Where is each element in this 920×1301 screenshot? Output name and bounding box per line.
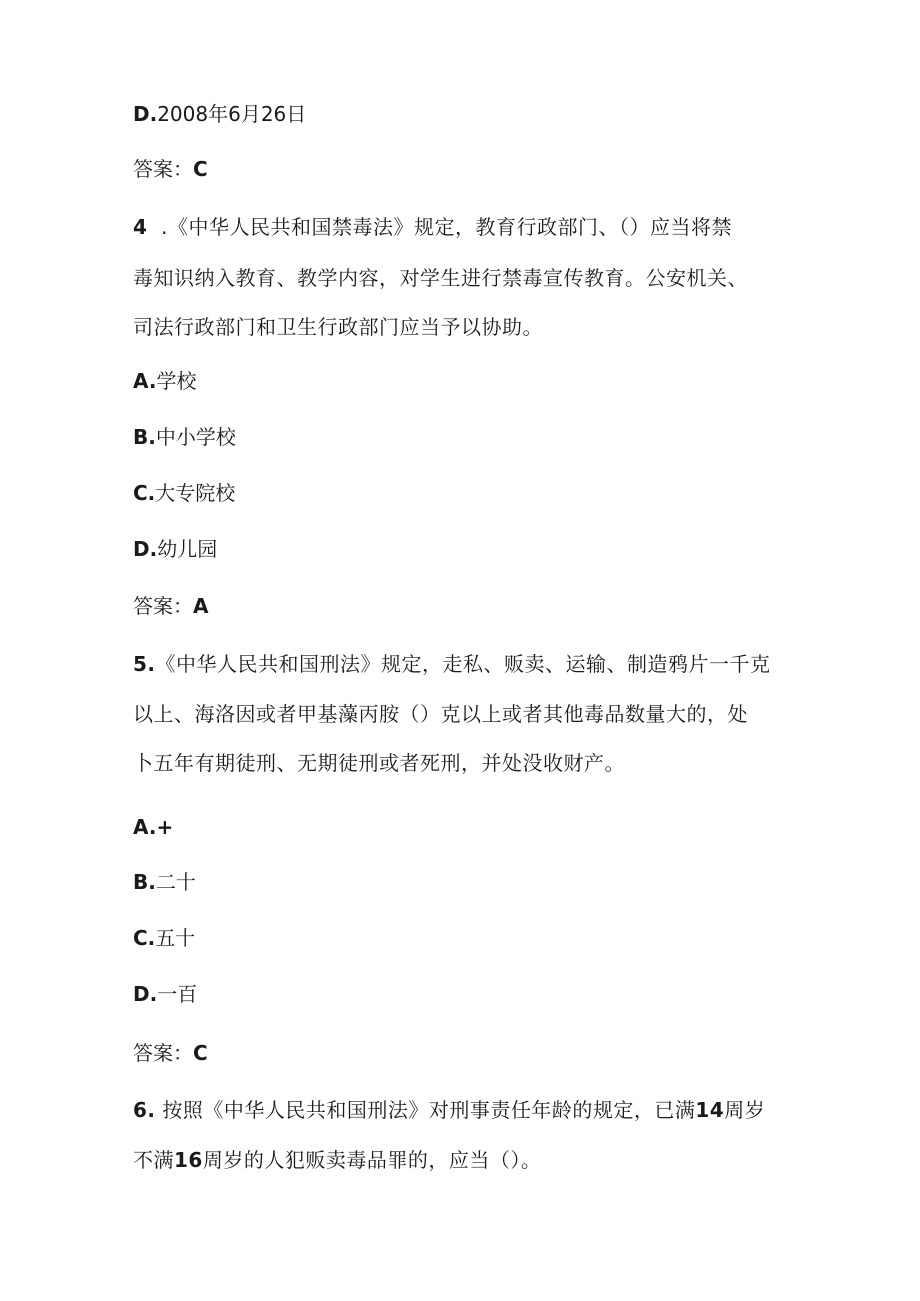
- question-text-suffix: 周岁: [724, 1098, 766, 1122]
- option-text: 学校: [156, 369, 197, 393]
- option-label: C.: [133, 481, 156, 505]
- question-5-option-b: [133, 868, 196, 896]
- question-4-option-c: [133, 479, 235, 507]
- answer-prefix: 答案：: [133, 594, 193, 618]
- question-text-end: 周岁的人犯贩卖毒品罪的，应当（）。: [202, 1148, 542, 1172]
- option-text: 二十: [155, 870, 196, 894]
- answer-value: C: [193, 1041, 208, 1065]
- question-4-option-b: [133, 423, 236, 451]
- question-4-line-3: 司法行政部门和卫生行政部门应当予以协助。: [133, 315, 543, 339]
- option-text: 大专院校: [155, 481, 236, 505]
- option-text: 2008年6月26日: [157, 102, 307, 126]
- question-number: 6.: [133, 1098, 156, 1122]
- question-text: 《中华人民共和国刑法》规定，走私、贩卖、运输、制造鸦片一千克: [155, 652, 771, 676]
- question-6-line-2: [133, 1146, 541, 1174]
- age-16: 16: [174, 1148, 203, 1172]
- question-text: 不满: [133, 1148, 174, 1172]
- question-4-option-d: [133, 535, 217, 563]
- question-4-option-a: [133, 367, 196, 395]
- answer: [133, 155, 208, 183]
- option-text: 一百: [157, 982, 198, 1006]
- question-5-option-c: [133, 924, 195, 952]
- option-text: +: [156, 815, 174, 839]
- answer-value: A: [193, 594, 209, 618]
- question-number: 4: [133, 215, 148, 239]
- answer-prefix: 答案：: [133, 157, 193, 181]
- option-text: 中小学校: [155, 425, 236, 449]
- question-5-option-a: [133, 813, 173, 841]
- option-label: A.: [133, 815, 157, 839]
- option-label: D.: [133, 537, 158, 561]
- option-d: [133, 100, 306, 128]
- option-label: C.: [133, 926, 156, 950]
- question-5-line-3: 卜五年有期徒刑、无期徒刑或者死刑，并处没收财产。: [133, 751, 625, 775]
- question-text: 按照《中华人民共和国刑法》对刑事责任年龄的规定，已满: [155, 1098, 696, 1122]
- option-label: B.: [133, 425, 156, 449]
- question-6-line-1: [133, 1096, 765, 1124]
- answer-value: C: [193, 157, 208, 181]
- question-5-answer: [133, 1039, 208, 1067]
- option-label: D.: [133, 102, 158, 126]
- question-5-line-1: [133, 650, 771, 678]
- option-label: D.: [133, 982, 158, 1006]
- option-label: A.: [133, 369, 157, 393]
- answer-prefix: 答案：: [133, 1041, 193, 1065]
- age-14: 14: [695, 1098, 725, 1122]
- question-5-line-2: 以上、海洛因或者甲基藻丙胺（）克以上或者其他毒品数量大的，处: [133, 702, 748, 726]
- question-text: .《中华人民共和国禁毒法》规定，教育行政部门、（）应当将禁: [161, 215, 732, 239]
- question-5-option-d: [133, 980, 197, 1008]
- option-label: B.: [133, 870, 156, 894]
- question-4-answer: [133, 592, 208, 620]
- question-number: 5.: [133, 652, 156, 676]
- option-text: 幼儿园: [157, 537, 218, 561]
- option-text: 五十: [155, 926, 196, 950]
- question-4-line-1: [133, 213, 732, 241]
- question-4-line-2: 毒知识纳入教育、教学内容，对学生进行禁毒宣传教育。公安机关、: [133, 266, 748, 290]
